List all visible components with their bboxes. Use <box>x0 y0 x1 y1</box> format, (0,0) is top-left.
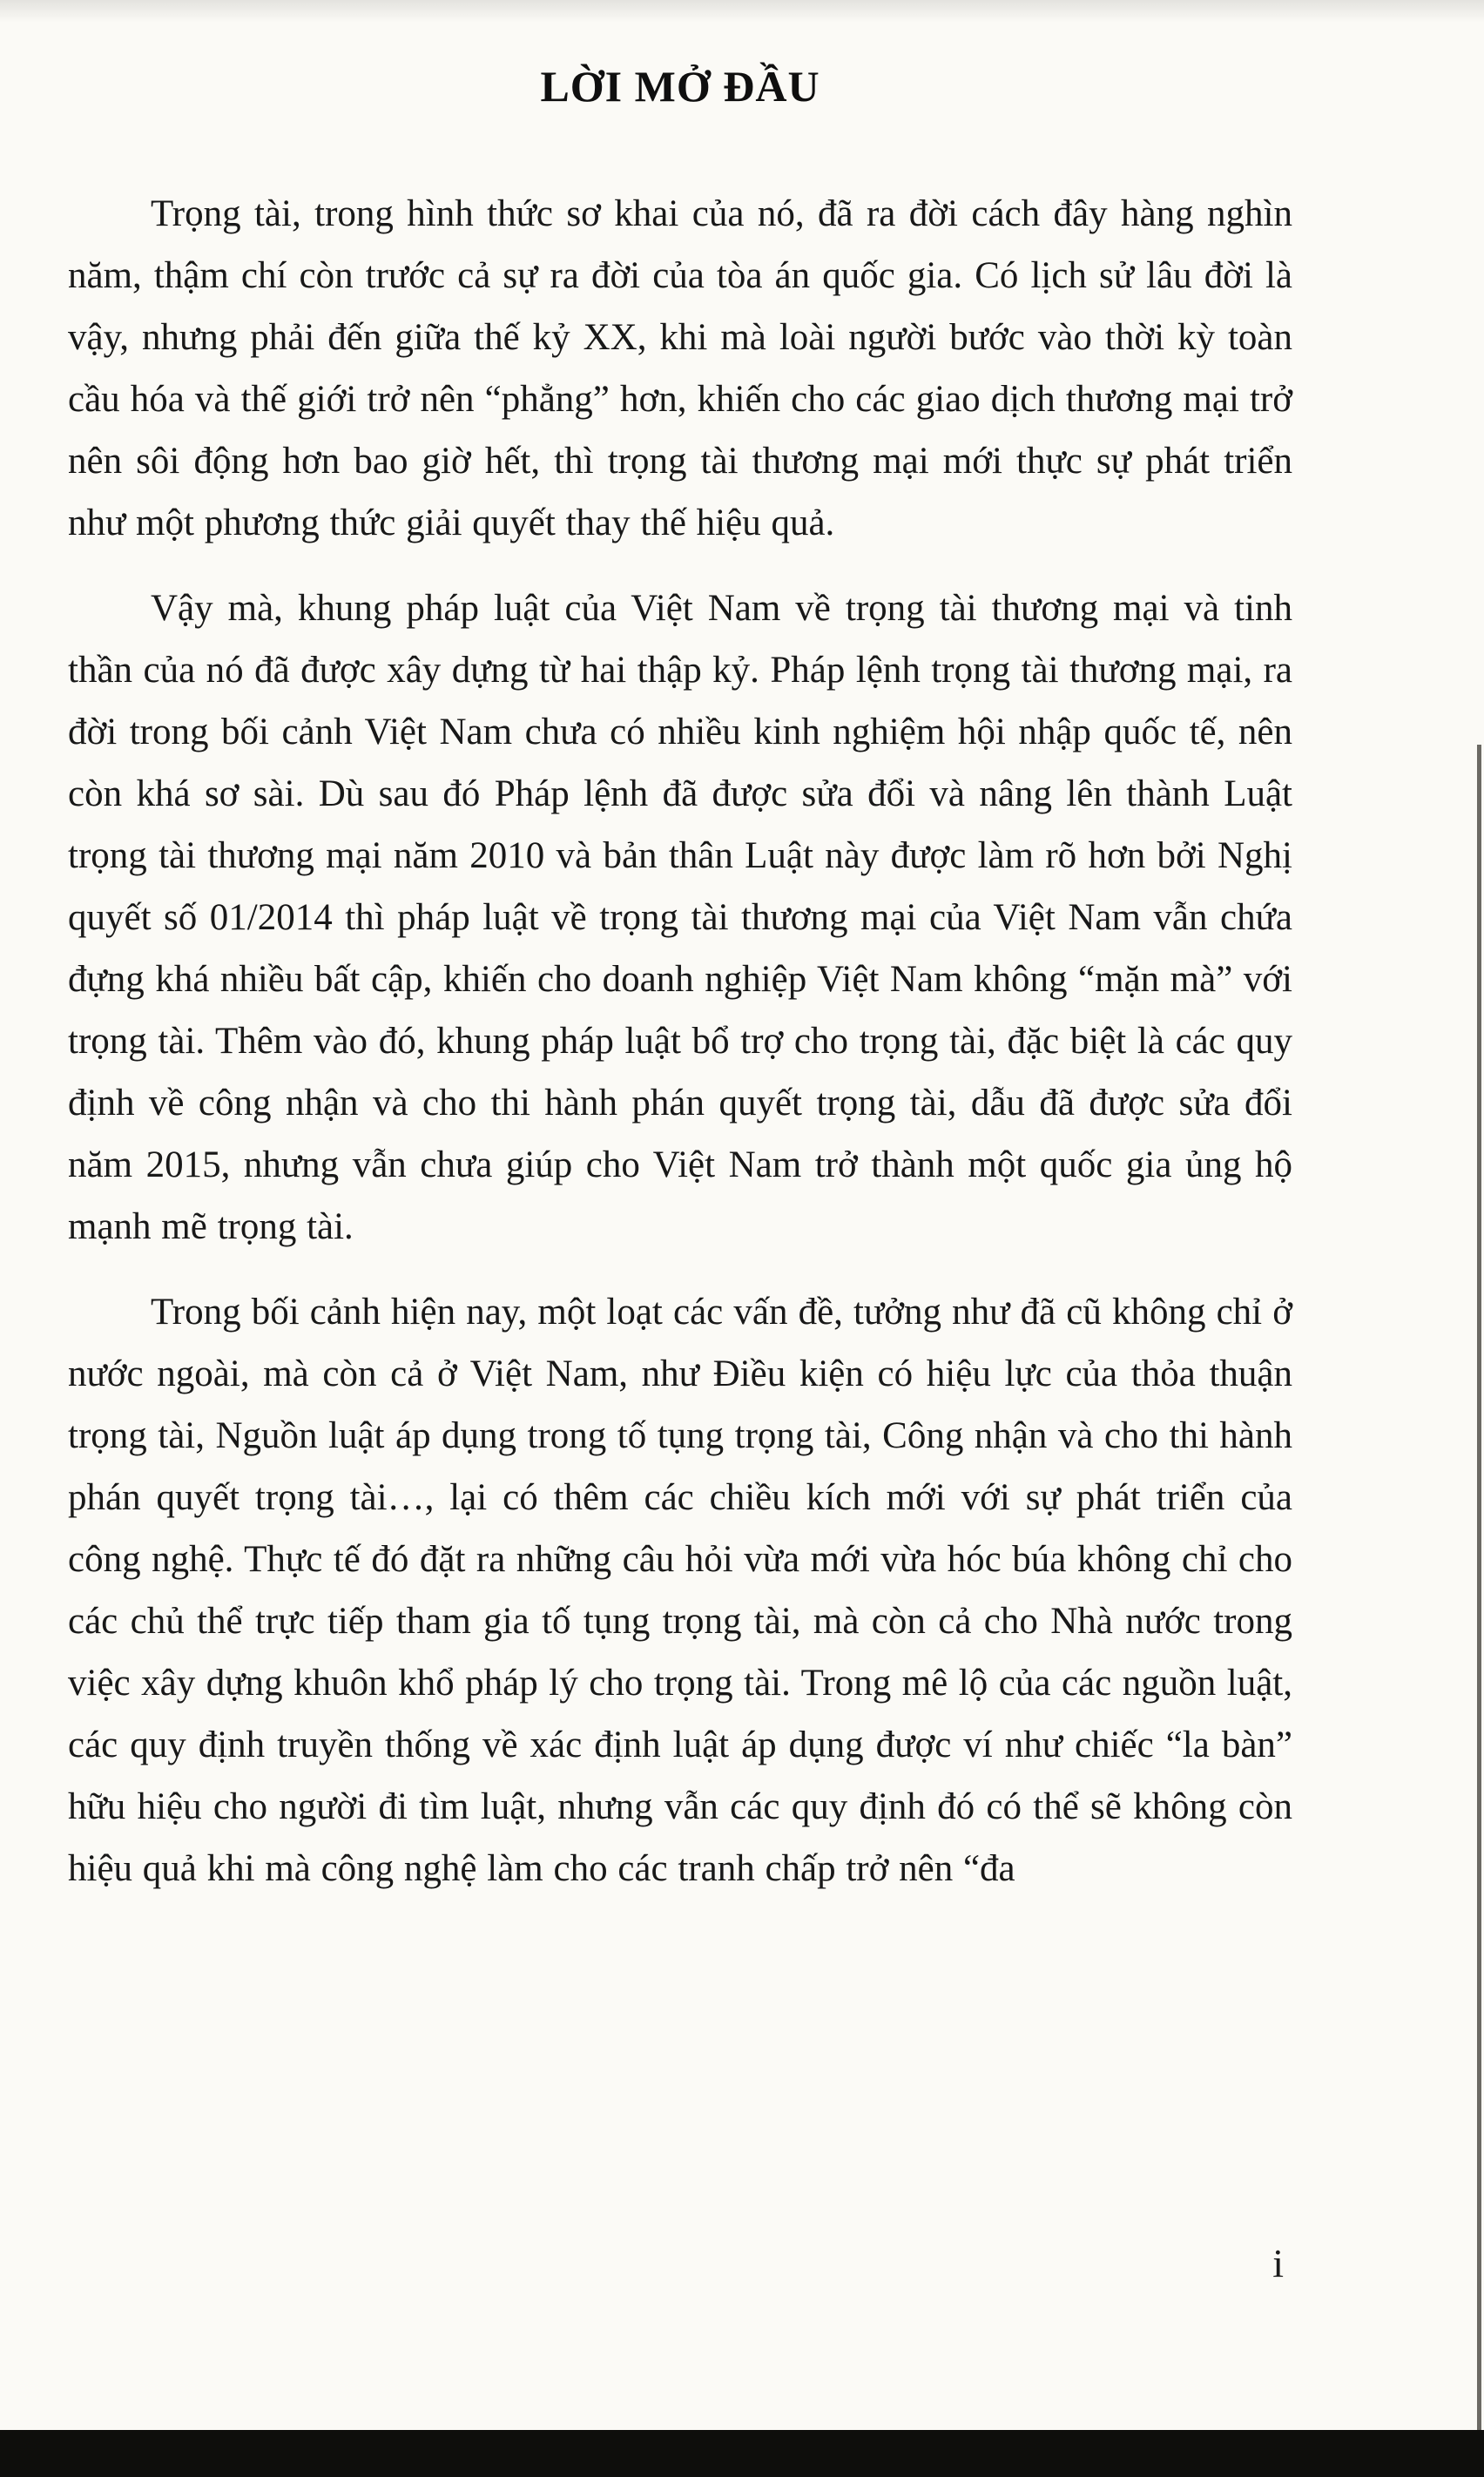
scan-artifact-right-edge <box>1477 745 1481 2430</box>
body-paragraph: Trong bối cảnh hiện nay, một loạt các vấn đề, tưởng như đã cũ không chỉ ở nước ngoài, mà còn cả ở Việt Nam, như Điều kiện có hiệu lực của thỏa thuận trọng tài, Nguồn luật áp dụng trong tố tụng trọng tài, Công nhận và cho thi hành phán quyết trọng tài…, lại có thêm các chiều kích mới với sự phát triển của công nghệ. Thực tế đó đặt ra những câu hỏi vừa mới vừa hóc búa không chỉ cho các chủ thể trực tiếp tham gia tố tụng trọng tài, mà còn cả cho Nhà nước trong việc xây dựng khuôn khổ pháp lý cho trọng tài. Trong mê lộ của các nguồn luật, các quy định truyền thống về xác định luật áp dụng được ví như chiếc “la bàn” hữu hiệu cho người đi tìm luật, nhưng vẫn các quy định đó có thể sẽ không còn hiệu quả khi mà công nghệ làm cho các tranh chấp trở nên “đa <box>68 1292 1292 1889</box>
body-paragraph: Trọng tài, trong hình thức sơ khai của nó, đã ra đời cách đây hàng nghìn năm, thậm chí còn trước cả sự ra đời của tòa án quốc gia. Có lịch sử lâu đời là vậy, nhưng phải đến giữa thế kỷ XX, khi mà loài người bước vào thời kỳ toàn cầu hóa và thế giới trở nên “phẳng” hơn, khiến cho các giao dịch thương mại trở nên sôi động hơn bao giờ hết, thì trọng tài thương mại mới thực sự phát triển như một phương thức giải quyết thay thế hiệu quả. <box>68 193 1292 543</box>
scan-artifact-bottom-band <box>0 2430 1484 2477</box>
page-number: i <box>1272 2241 1284 2285</box>
page-title: LỜI MỞ ĐẦU <box>540 62 820 111</box>
text-column <box>68 61 1292 1923</box>
body-paragraph: Vậy mà, khung pháp luật của Việt Nam về trọng tài thương mại và tinh thần của nó đã được xây dựng từ hai thập kỷ. Pháp lệnh trọng tài thương mại, ra đời trong bối cảnh Việt Nam chưa có nhiều kinh nghiệm hội nhập quốc tế, nên còn khá sơ sài. Dù sau đó Pháp lệnh đã được sửa đổi và nâng lên thành Luật trọng tài thương mại năm 2010 và bản thân Luật này được làm rõ hơn bởi Nghị quyết số 01/2014 thì pháp luật về trọng tài thương mại của Việt Nam vẫn chứa đựng khá nhiều bất cập, khiến cho doanh nghiệp Việt Nam không “mặn mà” với trọng tài. Thêm vào đó, khung pháp luật bổ trợ cho trọng tài, đặc biệt là các quy định về công nhận và cho thi hành phán quyết trọng tài, dẫu đã được sửa đổi năm 2015, nhưng vẫn chưa giúp cho Việt Nam trở thành một quốc gia ủng hộ mạnh mẽ trọng tài. <box>68 588 1292 1247</box>
